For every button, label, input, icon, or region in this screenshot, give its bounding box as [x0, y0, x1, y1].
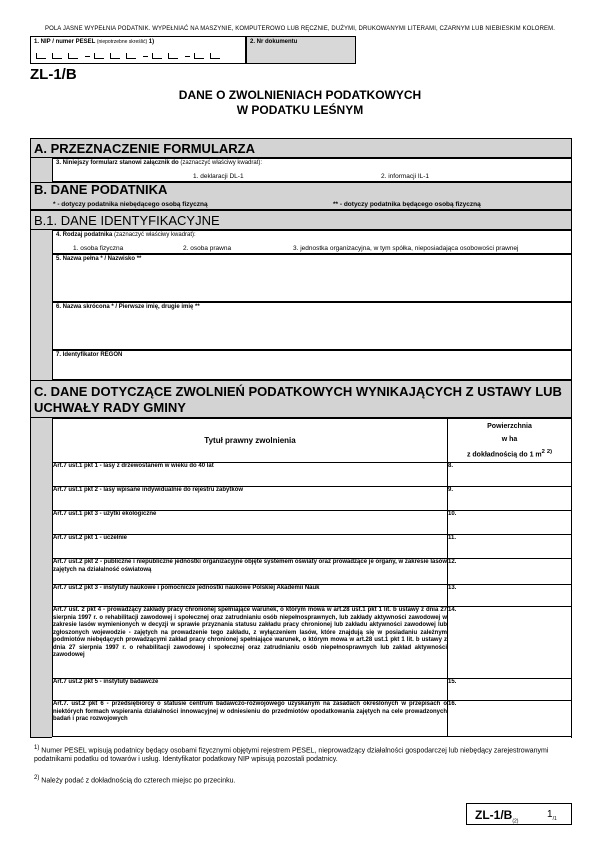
nip-digit-slot	[110, 53, 120, 59]
regon-label: 7. Identyfikator REGON	[56, 352, 123, 358]
exemption-title: Art.7 ust.2 pkt 3 - instytuty naukowe i pomocnicze jednostki naukowe Polskiej Akademii Nauk	[53, 585, 448, 607]
exemption-title: Art.7 ust. 2 pkt 4 - prowadzący zakłady pracy chronionej spełniające warunek, o którym mowa w art.28 ust.1 pkt 1 lit. b ustawy z dnia 27 sierpnia 1997 r. o rehabilitacji zawodowej i społecznej oraz zatrudnianiu osób niepełnosprawnych, lub zakłady aktywności zawodowej w zakresie lasów wymienionych w decyzji w sprawie przyznania statusu zakładu pracy chronionej lub zakładu aktywności zawodowej lub zgłoszonych wojewodzie - zajętych na prowadzenie tego zakładu, z wyłączeniem lasów, które znajdują się w posiadaniu zależnym podmiotów niebędących prowadzącymi zakład pracy chronionej spełniające warunek, o którym mowa w art.28 ust.1 pkt 1 lit. b ustawy z dnia 27 sierpnia 1997 r. o rehabilitacji zawodowej i społecznej oraz zatrudnianiu osób niepełnosprawnych lub zakład aktywności zawodowej	[53, 607, 448, 679]
page-title-line1: DANE O ZWOLNIENIACH PODATKOWYCH	[178, 88, 422, 102]
page-number	[547, 809, 557, 822]
area-input[interactable]	[448, 463, 572, 487]
area-input[interactable]	[448, 679, 572, 701]
option-organizational-unit[interactable]: 3. jednostka organizacyjna, w tym spółka, nieposiadająca osobowości prawnej	[293, 245, 519, 252]
exemption-title: Art.7 ust.1 pkt 2 - lasy wpisane indywidualnie do rejestru zabytków	[53, 487, 448, 511]
area-header-unit-sup: 2	[541, 448, 545, 455]
nip-label-hint: (niepotrzebne skreślić)	[96, 39, 148, 45]
footnote-2-text: Należy podać z dokładnością do czterech miejsc po przecinku.	[41, 777, 236, 785]
option-il1[interactable]: 2. informacji IL-1	[381, 173, 430, 180]
section-b-header	[30, 182, 572, 210]
document-number-field	[246, 36, 356, 64]
nip-digit-slot	[194, 53, 204, 59]
footnote-2	[34, 774, 564, 785]
short-name-label: 6. Nazwa skrócona * / Pierwsze imię, drugie imię **	[56, 304, 200, 310]
column-header-area	[448, 419, 572, 463]
nip-label-text: 1. NIP / numer PESEL	[34, 39, 96, 45]
page-number-total: /1	[552, 816, 557, 822]
area-header-line2: w ha	[501, 435, 518, 443]
exemptions-table	[52, 418, 572, 737]
area-field-number: 9.	[448, 487, 454, 493]
footnote-1-text: Numer PESEL wpisują podatnicy będący osobami fizycznymi objętymi rejestrem PESEL, nieprowadzący działalności gospodarczej lub niebędący zarejestrowanymi podatnikami podatku od towarów i usług. Identyfikator podatkowy NIP wpisują pozostali podatnicy.	[34, 747, 549, 764]
section-a-header	[30, 138, 572, 158]
taxpayer-type-label-text: 4. Rodzaj podatnika	[56, 232, 113, 238]
nip-pesel-label	[34, 39, 154, 45]
full-name-field[interactable]	[52, 254, 572, 302]
option-legal-person[interactable]: 2. osoba prawna	[183, 245, 232, 252]
area-input[interactable]	[448, 585, 572, 607]
page-number-current: 1	[547, 809, 553, 820]
page-title	[150, 88, 450, 118]
nip-separator	[85, 56, 90, 57]
exemption-title: Art.7 ust.2 pkt 5 - instytuty badawcze	[53, 679, 448, 701]
footer-form-code-text: ZL-1/B	[475, 808, 513, 822]
area-input[interactable]	[448, 559, 572, 585]
area-input[interactable]	[448, 487, 572, 511]
section-a-title: A. PRZEZNACZENIE FORMULARZA	[34, 141, 255, 156]
table-row	[53, 463, 572, 487]
exemption-title: Art.7 ust.2 pkt 2 - publiczne i niepubliczne jednostki organizacyjne objęte systemem oświaty oraz prowadzące je organy, w zakresie lasów zajętych na działalność oświatową	[53, 559, 448, 585]
nip-digit-slot	[168, 53, 178, 59]
option-natural-person[interactable]: 1. osoba fizyczna	[73, 245, 124, 252]
table-row	[53, 607, 572, 679]
table-row	[53, 701, 572, 737]
table-row	[53, 559, 572, 585]
exemption-title: Art.7 ust.1 pkt 3 - użytki ekologiczne	[53, 511, 448, 535]
exemption-title: Art.7 ust.1 pkt 1 - lasy z drzewostanem w wieku do 40 lat	[53, 463, 448, 487]
form-purpose-hint: (zaznaczyć właściwy kwadrat):	[180, 160, 263, 166]
form-purpose-field	[52, 158, 572, 182]
column-header-title-text: Tytuł prawny zwolnienia	[204, 436, 296, 445]
nip-separator	[185, 56, 190, 57]
nip-separator	[143, 56, 148, 57]
section-c-title-line2: UCHWAŁY RADY GMINY	[34, 400, 186, 415]
nip-digit-slot	[126, 53, 136, 59]
area-field-number: 16.	[448, 701, 457, 707]
exemption-title: Art.7 ust.2 pkt 1 - uczelnie	[53, 535, 448, 559]
area-input[interactable]	[448, 535, 572, 559]
section-a-gutter	[30, 158, 52, 182]
taxpayer-type-hint: (zaznaczyć właściwy kwadrat):	[114, 232, 196, 238]
area-input[interactable]	[448, 701, 572, 737]
table-row	[53, 487, 572, 511]
nip-digit-slot	[94, 53, 104, 59]
area-field-number: 13.	[448, 585, 457, 591]
table-header-row	[53, 419, 572, 463]
page-title-line2: W PODATKU LEŚNYM	[236, 103, 364, 117]
nip-digit-slot	[36, 53, 46, 59]
taxpayer-type-field	[52, 230, 572, 254]
section-c-header	[30, 380, 572, 418]
footnote-2-marker: 2)	[34, 775, 40, 781]
short-name-field[interactable]	[52, 302, 572, 350]
form-purpose-label-text: 3. Niniejszy formularz stanowi załącznik do	[56, 160, 179, 166]
full-name-label: 5. Nazwa pełna * / Nazwisko **	[56, 256, 142, 262]
area-header-line3	[448, 446, 571, 461]
footer-form-id	[466, 803, 572, 825]
section-b1-gutter	[30, 230, 52, 380]
form-purpose-label	[56, 160, 262, 166]
nip-pesel-field[interactable]	[30, 36, 246, 64]
section-b-note-natural-person: ** - dotyczy podatnika będącego osobą fizyczną	[333, 201, 481, 208]
area-field-number: 10.	[448, 511, 457, 517]
form-code: ZL-1/B	[30, 66, 77, 83]
area-field-number: 8.	[448, 463, 454, 469]
footnote-1	[34, 744, 564, 764]
section-c-gutter	[30, 418, 52, 738]
taxpayer-type-label	[56, 232, 196, 238]
area-field-number: 14.	[448, 607, 457, 613]
table-row	[53, 585, 572, 607]
section-b1-header	[30, 210, 572, 230]
footer-form-version: (2)	[512, 818, 519, 825]
nip-digit-slot	[68, 53, 78, 59]
area-field-number: 11.	[448, 535, 457, 541]
nip-digit-slot	[210, 53, 220, 59]
area-header-line1: Powierzchnia	[487, 422, 532, 430]
area-header-footnote-ref: 2)	[546, 448, 553, 455]
nip-digit-slot	[52, 53, 62, 59]
table-row	[53, 679, 572, 701]
nip-label-footnote-ref: 1)	[148, 39, 155, 45]
regon-field[interactable]	[52, 350, 572, 380]
document-number-label: 2. Nr dokumentu	[250, 39, 298, 45]
nip-digit-slots[interactable]	[36, 53, 246, 61]
table-row	[53, 535, 572, 559]
exemption-title: Art.7. ust.2 pkt 6 - przedsiębiorcy o statusie centrum badawczo-rozwojowego uzyskanym na zasadach określonych w przepisach o niektórych formach wspierania działalności innowacyjnej w odniesieniu do przedmiotów opodatkowania zajętych na cele prowadzonych badań i prac rozwojowych	[53, 701, 448, 737]
option-dl1[interactable]: 1. deklaracji DL-1	[193, 173, 244, 180]
area-field-number: 12.	[448, 559, 457, 565]
section-b-title: B. DANE PODATNIKA	[34, 182, 168, 197]
footer-form-code	[475, 808, 518, 824]
footnote-1-marker: 1)	[34, 745, 40, 751]
form-instructions: POLA JASNE WYPEŁNIA PODATNIK. WYPEŁNIAĆ NA MASZYNIE, KOMPUTEROWO LUB RĘCZNIE, DUŻYMI, DRUKOWANYMI LITERAMI, CZARNYM LUB NIEBIESKIM KOLOREM.	[45, 26, 555, 32]
nip-digit-slot	[152, 53, 162, 59]
column-header-title	[53, 419, 448, 463]
table-row	[53, 511, 572, 535]
section-b1-title: B.1. DANE IDENTYFIKACYJNE	[34, 213, 220, 228]
area-header-line3-text: z dokładnością do 1 m	[466, 451, 542, 459]
section-c-title-line1: C. DANE DOTYCZĄCE ZWOLNIEŃ PODATKOWYCH WYNIKAJĄCYCH Z USTAWY LUB	[34, 384, 562, 399]
area-input[interactable]	[448, 607, 572, 679]
area-field-number: 15.	[448, 679, 457, 685]
area-input[interactable]	[448, 511, 572, 535]
section-b-note-legal-entity: * - dotyczy podatnika niebędącego osobą fizyczną	[53, 201, 208, 208]
